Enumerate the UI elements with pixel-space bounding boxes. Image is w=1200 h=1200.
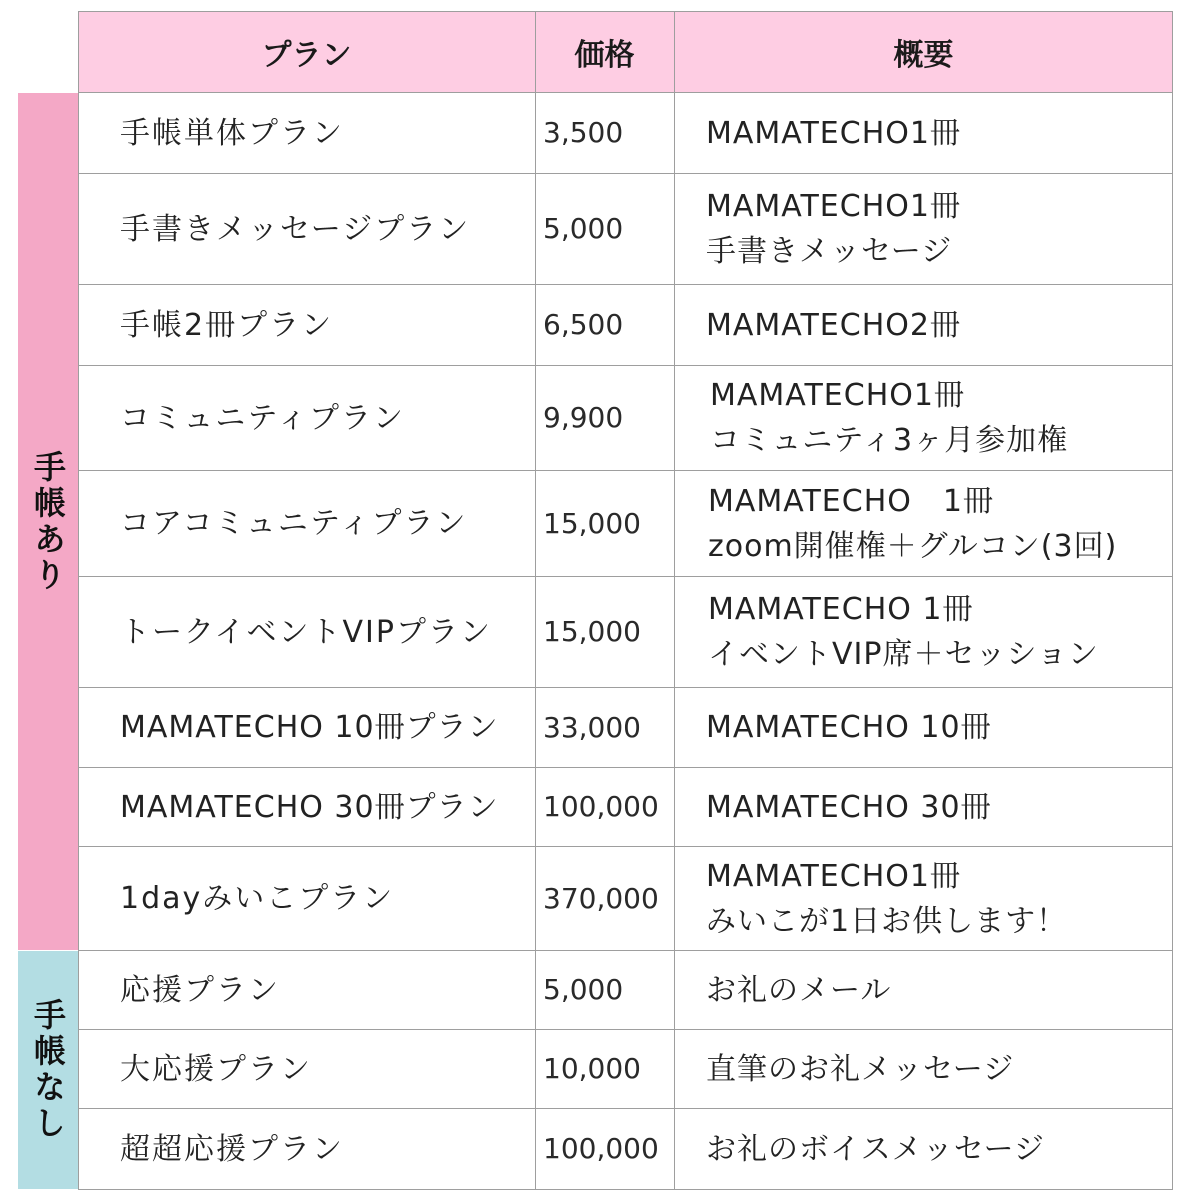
summary-line: MAMATECHO 1冊 (708, 483, 994, 519)
plan-price: 3,500 (543, 116, 624, 149)
summary-line: MAMATECHO 1冊 (708, 592, 974, 627)
grid-line (674, 11, 675, 1190)
grid-line (78, 687, 1173, 688)
plan-name: コミュニティプラン (120, 400, 405, 436)
grid-line (78, 365, 1173, 366)
grid-line (78, 284, 1173, 285)
plan-name: MAMATECHO 10冊プラン (120, 710, 499, 745)
plan-price: 370,000 (543, 881, 659, 915)
plan-name: 手帳2冊プラン (120, 307, 334, 343)
header-summary: 概要 (674, 11, 1173, 92)
plan-name: コアコミュニティプラン (120, 506, 468, 541)
plan-name: 超超応援プラン (120, 1131, 344, 1167)
summary-line: お礼のボイスメッセージ (706, 1131, 1045, 1167)
summary-line: MAMATECHO 10冊 (706, 710, 992, 745)
summary-line: MAMATECHO1冊 (706, 858, 961, 894)
plan-summary (706, 285, 1172, 365)
plan-name: 1dayみいこプラン (120, 881, 395, 916)
grid-line (78, 1108, 1173, 1109)
plan-summary (706, 174, 1172, 284)
plan-price: 15,000 (543, 506, 641, 540)
group-with-notebook (18, 93, 78, 950)
plan-summary (706, 847, 1172, 950)
summary-line: MAMATECHO1冊 (706, 189, 961, 224)
group-without-notebook (18, 951, 78, 1189)
grid-line (535, 11, 536, 1190)
grid-line (78, 576, 1173, 577)
summary-line: zoom開催権＋グルコン(3回) (708, 528, 1118, 564)
plan-summary (710, 366, 1176, 470)
plan-price: 100,000 (543, 1132, 659, 1165)
plan-name: 大応援プラン (120, 1051, 312, 1087)
group-with-notebook-label: 手帳あり (29, 449, 67, 594)
plan-summary (706, 688, 1172, 767)
plan-price: 33,000 (543, 710, 641, 744)
grid-line (78, 11, 1173, 12)
plan-price: 100,000 (543, 790, 659, 823)
plan-summary (708, 471, 1174, 576)
summary-line: イベントVIP席＋セッション (708, 637, 1099, 672)
grid-line (1172, 11, 1173, 1190)
summary-line: 手書きメッセージ (706, 234, 953, 269)
grid-line (78, 470, 1173, 471)
plan-summary (706, 1030, 1172, 1108)
grid-line (78, 846, 1173, 847)
plan-name: 応援プラン (120, 972, 280, 1008)
summary-line: 直筆のお礼メッセージ (706, 1051, 1015, 1087)
summary-line: MAMATECHO 30冊 (706, 789, 992, 825)
plan-price: 10,000 (543, 1052, 641, 1085)
plan-summary (706, 1109, 1172, 1189)
header-price: 価格 (535, 11, 674, 92)
plan-price: 5,000 (543, 973, 624, 1006)
grid-line (78, 1189, 1173, 1190)
grid-line (78, 11, 79, 1190)
plan-price: 15,000 (543, 615, 641, 648)
plan-summary (706, 93, 1172, 173)
summary-line: みいこが1日お供します！ (706, 903, 1068, 939)
grid-line (78, 173, 1173, 174)
plan-summary (706, 768, 1172, 846)
header-plan: プラン (78, 11, 535, 92)
grid-line (78, 767, 1173, 768)
summary-line: MAMATECHO1冊 (706, 115, 961, 151)
grid-line (78, 92, 1173, 93)
plan-summary (706, 951, 1172, 1029)
summary-line: お礼のメール (706, 972, 892, 1008)
plan-name: MAMATECHO 30冊プラン (120, 789, 499, 825)
plan-name: 手帳単体プラン (120, 115, 344, 151)
summary-line: MAMATECHO2冊 (706, 307, 961, 343)
plan-price: 5,000 (543, 212, 624, 245)
grid-line (78, 950, 1173, 951)
plan-summary (708, 577, 1174, 687)
plan-name: トークイベントVIPプラン (120, 614, 492, 650)
summary-line: MAMATECHO1冊 (710, 378, 965, 413)
grid-line (78, 1029, 1173, 1030)
plan-price: 6,500 (543, 308, 624, 341)
plan-name: 手書きメッセージプラン (120, 211, 471, 247)
plan-price: 9,900 (543, 401, 624, 434)
group-without-notebook-label: 手帳なし (29, 998, 67, 1142)
summary-line: コミュニティ3ヶ月参加権 (710, 423, 1069, 458)
